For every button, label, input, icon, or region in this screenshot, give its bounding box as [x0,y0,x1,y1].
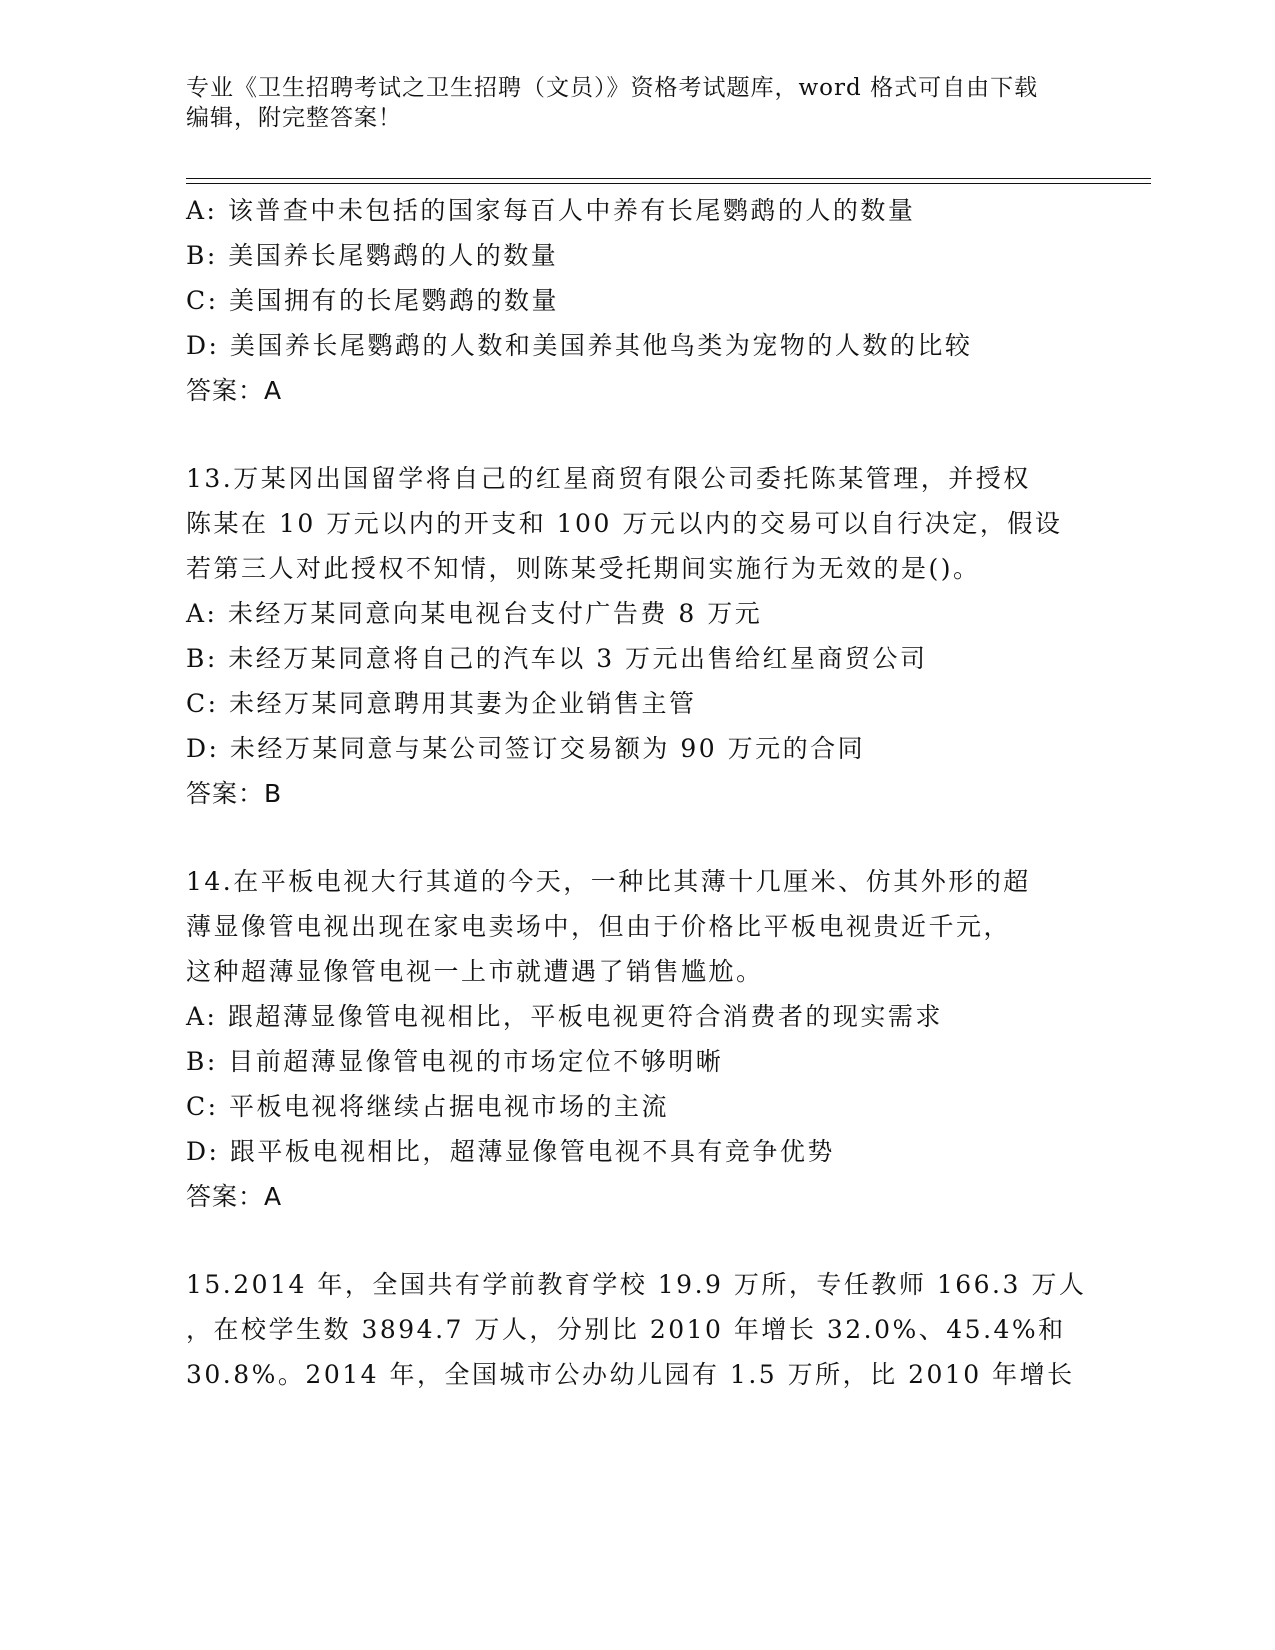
option-c: C: 未经万某同意聘用其妻为企业销售主管 [186,689,697,718]
question-stem-line: 陈某在 10 万元以内的开支和 100 万元以内的交易可以自行决定，假设 [186,509,1063,538]
option-b: B: 美国养长尾鹦鹉的人的数量 [186,241,559,270]
question-12 [186,188,1086,413]
question-stem-line: 13.万某冈出国留学将自己的红星商贸有限公司委托陈某管理，并授权 [186,464,1031,493]
question-gap [186,1219,1086,1262]
answer-label: 答案：A [186,376,283,405]
question-stem-line: 这种超薄显像管电视一上市就遭遇了销售尴尬。 [186,957,764,986]
option-a: A: 该普查中未包括的国家每百人中养有长尾鹦鹉的人的数量 [186,196,916,225]
option-a: A: 跟超薄显像管电视相比，平板电视更符合消费者的现实需求 [186,1002,943,1031]
document-header [186,73,1066,133]
question-gap [186,816,1086,859]
question-14 [186,859,1086,1219]
question-stem-line: ，在校学生数 3894.7 万人，分别比 2010 年增长 32.0%、45.4%和 [186,1315,1066,1344]
question-content [186,188,1086,1397]
option-d: D: 美国养长尾鹦鹉的人数和美国养其他鸟类为宠物的人数的比较 [186,331,973,360]
answer-label: 答案：A [186,1182,283,1211]
option-b: B: 目前超薄显像管电视的市场定位不够明晰 [186,1047,724,1076]
question-stem-line: 15.2014 年，全国共有学前教育学校 19.9 万所，专任教师 166.3 万人 [186,1270,1087,1299]
header-divider-bottom [186,183,1151,184]
option-d: D: 跟平板电视相比，超薄显像管电视不具有竞争优势 [186,1137,835,1166]
question-stem-line: 若第三人对此授权不知情，则陈某受托期间实施行为无效的是()。 [186,554,981,583]
option-c: C: 平板电视将继续占据电视市场的主流 [186,1092,669,1121]
question-stem-line: 薄显像管电视出现在家电卖场中，但由于价格比平板电视贵近千元， [186,912,1012,941]
option-c: C: 美国拥有的长尾鹦鹉的数量 [186,286,559,315]
question-gap [186,413,1086,456]
question-stem-line: 30.8%。2014 年，全国城市公办幼儿园有 1.5 万所，比 2010 年增长 [186,1360,1075,1389]
header-divider-top [186,178,1151,179]
question-13 [186,456,1086,816]
question-stem-line: 14.在平板电视大行其道的今天，一种比其薄十几厘米、仿其外形的超 [186,867,1031,896]
header-line-1: 专业《卫生招聘考试之卫生招聘（文员）》资格考试题库，word 格式可自由下载 [186,75,1039,101]
header-line-2: 编辑，附完整答案！ [186,105,402,131]
option-d: D: 未经万某同意与某公司签订交易额为 90 万元的合同 [186,734,866,763]
answer-label: 答案：B [186,779,283,808]
question-15 [186,1262,1086,1397]
option-a: A: 未经万某同意向某电视台支付广告费 8 万元 [186,599,763,628]
option-b: B: 未经万某同意将自己的汽车以 3 万元出售给红星商贸公司 [186,644,928,673]
